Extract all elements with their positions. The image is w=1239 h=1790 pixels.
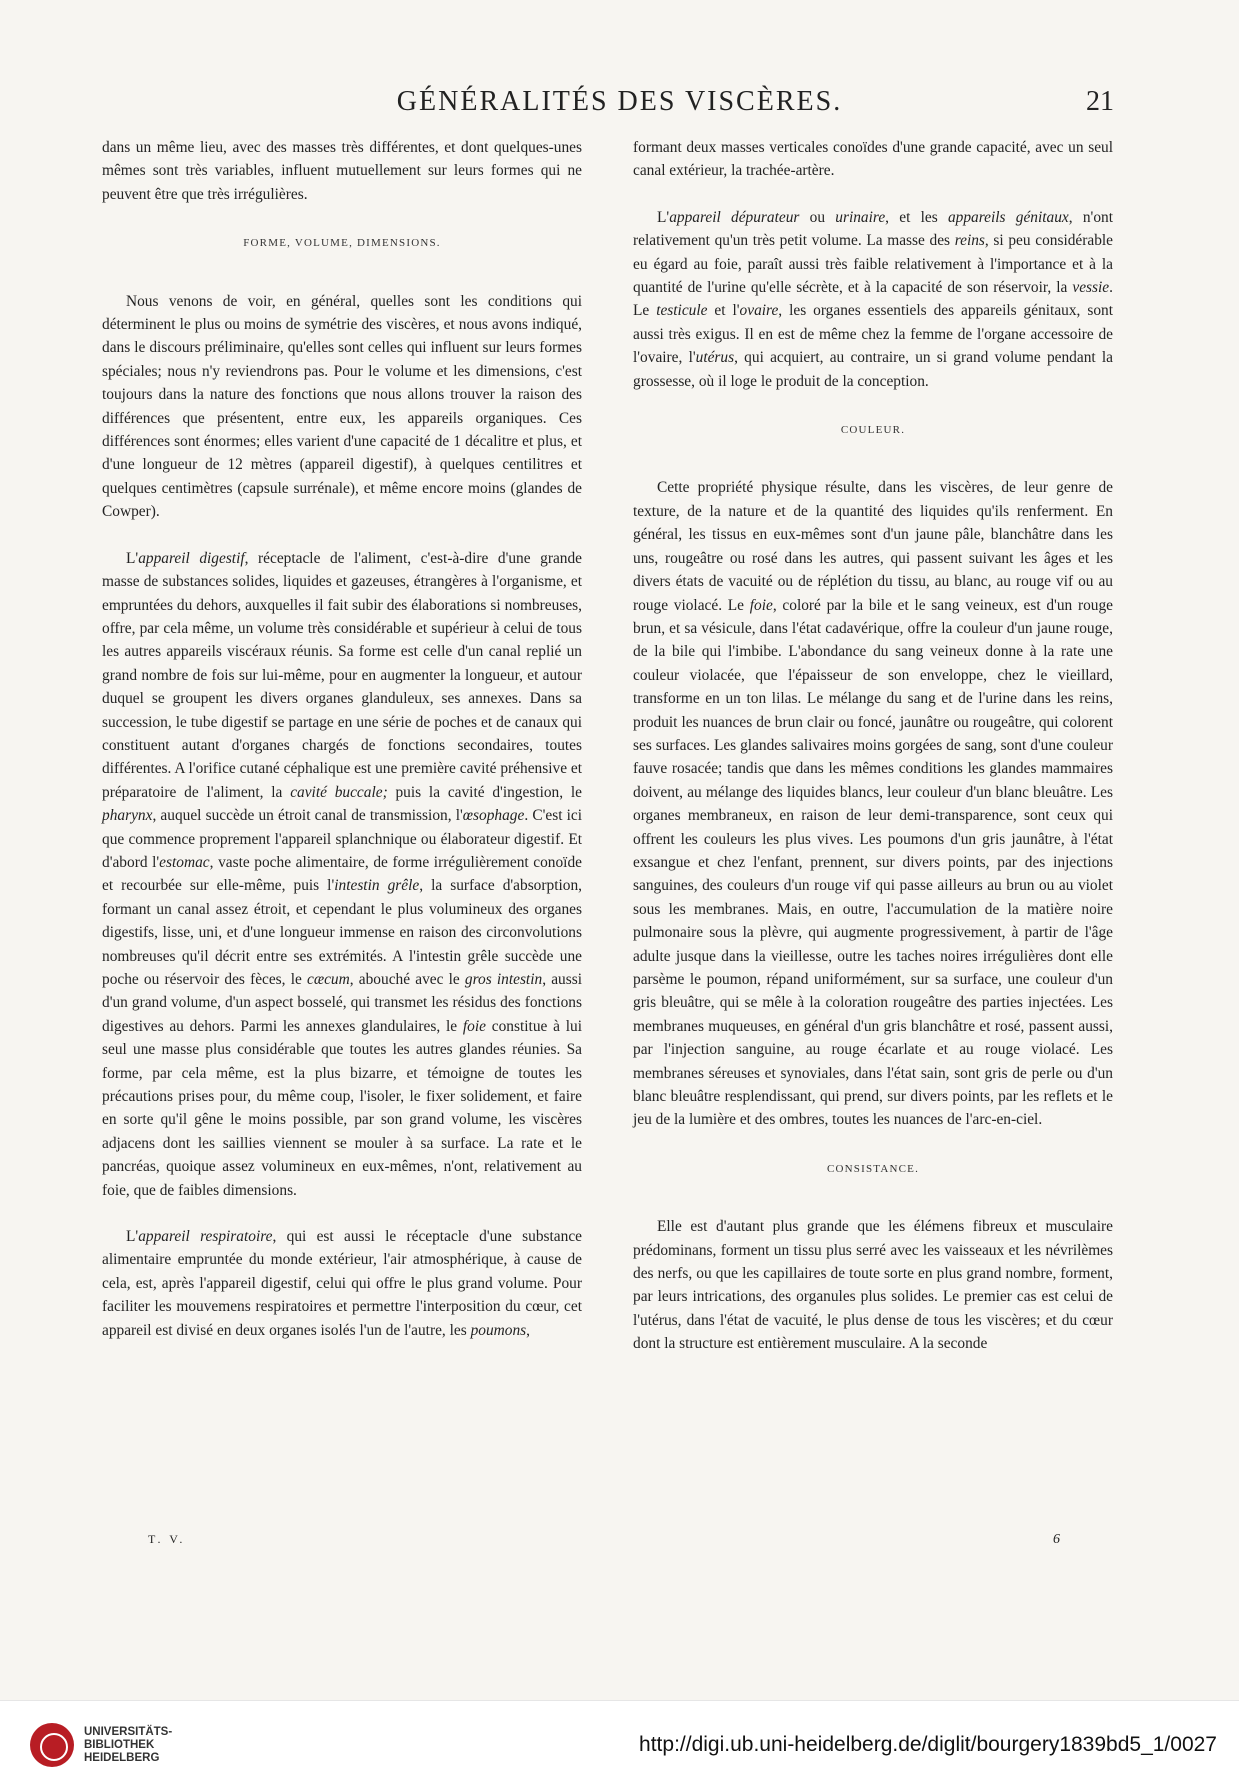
paragraph-consistance: Elle est d'autant plus grande que les élémens fibreux et musculaire prédominans, forment un tissu plus serré avec les vaisseaux et les névrilèmes des nerfs, ou que les capillaires de toute sorte en plus grand nombre, forment, par leurs intrications, des organules plus solides. Le premier cas est celui de l'utérus, dans l'état de vacuité, le plus dense de tous les viscères; et du cœur dont la structure est entièrement musculaire. A la seconde: [633, 1218, 1113, 1353]
university-seal-icon: [30, 1723, 74, 1767]
paragraph: formant deux masses verticales conoïdes d'une grande capacité, avec un seul canal extérieur, la trachée-artère.: [633, 139, 1113, 180]
library-name: UNIVERSITÄTS- BIBLIOTHEK HEIDELBERG: [84, 1725, 173, 1764]
paragraph-couleur: Cette propriété physique résulte, dans les viscères, de leur genre de texture, de la nature et de la quantité des liquides qu'ils renferment. En général, les tissus en eux-mêmes sont d'un jaune pâle, blanchâtre dans les uns, rougeâtre ou rosé dans les autres, qui passent suivant les âges et les divers états de vacuité ou de réplétion du tissu, au blanc, au rouge vif ou au rouge violacé. Le foie, coloré par la bile et le sang veineux, est d'un rouge brun, et sa vésicule, dans l'état cadavérique, offre la couleur d'un jaune rouge, de la bile qui l'imbibe. L'abondance du sang veineux donne à la rate une couleur violacée, que l'épaisseur de son enveloppe, chez le vieillard, transforme en un ton lilas. Le mélange du sang et de l'urine dans les reins, produit les nuances de brun clair ou foncé, jaunâtre ou rougeâtre, qui colorent ses surfaces. Les glandes salivaires moins gorgées de sang, sont d'une couleur fauve rosacée; tandis que dans les mêmes conditions les glandes mammaires doivent, au mélange des liquides blancs, leur couleur d'un blanc bleuâtre. Les organes membraneux, en raison de leur demi-transparence, sont ceux qui offrent les couleurs les plus vives. Les poumons d'un gris jaunâtre, à l'état exsangue et chez l'enfant, prennent, sur divers points, par des injections sanguines, des couleurs d'un rouge vif qui passe ailleurs au brun ou au violet sous les membranes. Mais, en outre, l'accumulation de la matière noire pulmonaire sous la plèvre, qui augmente progressivement, à partir de l'âge adulte jusque dans la vieillesse, outre les taches noires irrégulières dont elle parsème le poumon, répand uniformément, sur sa surface, une couleur d'un gris bleuâtre, qui se mêle à la coloration rougeâtre des parties injectées. Les membranes muqueuses, en général d'un gris blanchâtre et rosé, passent aussi, par l'injection sanguine, au rouge écarlate et au rouge violacé. Les membranes séreuses et synoviales, dans l'état sain, sont gris de perle ou d'un blanc bleuâtre resplendissant, qui prend, sur divers points, par les reflets et le jeu de la lumière et des ombres, toutes les nuances de l'arc-en-ciel.: [633, 479, 1113, 1129]
page-number: 21: [1086, 86, 1114, 117]
permalink-url[interactable]: http://digi.ub.uni-heidelberg.de/diglit/bourgery1839bd5_1/0027: [639, 1733, 1217, 1756]
paragraph-appareil-respiratoire: L'appareil respiratoire, qui est aussi le réceptacle d'une substance alimentaire empruntée du monde extérieur, l'air atmosphérique, à cause de cela, est, après l'appareil digestif, celui qui offre le plus grand volume. Pour faciliter les mouvemens respiratoires et permettre l'interposition du cœur, cet appareil est divisé en deux organes isolés l'un de l'autre, les poumons,: [102, 1228, 582, 1339]
section-heading-consistance: CONSISTANCE.: [826, 1162, 920, 1175]
paragraph-appareil-depurateur: L'appareil dépurateur ou urinaire, et les appareils génitaux, n'ont relativement qu'un très petit volume. La masse des reins, si peu considérable eu égard au foie, paraît aussi très faible relativement à l'importance et à la quantité de l'urine qu'elle sécrète, et à la capacité de son réservoir, la vessie. Le testicule et l'ovaire, les organes essentiels des appareils génitaux, sont aussi très exigus. Il en est de même chez la femme de l'organe accessoire de l'ovaire, l'utérus, qui acquiert, au contraire, un si grand volume pendant la grossesse, où il loge le produit de la conception.: [633, 208, 1114, 390]
library-logo[interactable]: [30, 1723, 172, 1767]
sheet-number: 6: [1053, 1532, 1060, 1547]
left-column: [102, 136, 582, 1342]
library-footer: [0, 1700, 1239, 1790]
right-column: [633, 136, 1113, 1356]
paragraph-appareil-digestif: L'appareil digestif, réceptacle de l'aliment, c'est-à-dire d'une grande masse de substances solides, liquides et gazeuses, étrangères à l'organisme, et empruntées du dehors, auxquelles il fait subir des élaborations si nombreuses, offre, par cela même, un volume très considérable et supérieur à celui de tous les autres appareils viscéraux réunis. Sa forme est celle d'un canal replié un grand nombre de fois sur lui-même, pour en augmenter la longueur, et autour duquel se groupent les divers organes glanduleux, ses annexes. Dans sa succession, le tube digestif se partage en une série de poches et de canaux qui constituent autant d'organes chargés de fonctions secondaires, toutes différentes. A l'orifice cutané céphalique est une première cavité préhensive et préparatoire de l'aliment, la cavité buccale; puis la cavité d'ingestion, le pharynx, auquel succède un étroit canal de transmission, l'œsophage. C'est ici que commence proprement l'appareil splanchnique ou élaborateur digestif. Et d'abord l'estomac, vaste poche alimentaire, de forme irrégulièrement conoïde et recourbée sur elle-même, puis l'intestin grêle, la surface d'absorption, formant un canal assez étroit, et cependant le plus volumineux des organes digestifs, lisse, uni, et d'une longueur immense en raison des circonvolutions nombreuses qu'il décrit entre ses extrémités. A l'intestin grêle succède une poche ou réservoir des fèces, le cæcum, abouché avec le gros intestin, aussi d'un grand volume, d'un aspect bosselé, qui transmet les résidus des fonctions digestives au dehors. Parmi les annexes glandulaires, le foie constitue à lui seul une masse plus considérable que toutes les autres glandes réunies. Sa forme, par cela même, est la plus bizarre, et témoigne de toutes les précautions prises pour, du même coup, l'isoler, le fixer solidement, et faire en sorte qu'il gêne le moins possible, par son grand volume, les viscères adjacens dont les saillies viennent se mouler à sa surface. La rate et le pancréas, quoique assez volumineux en eux-mêmes, n'ont, relativement au foie, que de faibles dimensions.: [102, 549, 583, 1199]
signature-mark: T. V.: [148, 1532, 186, 1546]
section-heading-forme: FORME, VOLUME, DIMENSIONS.: [243, 237, 441, 250]
paragraph: Nous venons de voir, en général, quelles sont les conditions qui déterminent le plus ou moins de symétrie des viscères, et nous avons indiqué, dans le discours préliminaire, qu'elles sont celles qui influent sur leurs formes spéciales; nous n'y reviendrons pas. Pour le volume et les dimensions, c'est toujours dans la nature des fonctions que nous allons trouver la raison des différences que présentent, entre eux, les appareils organiques. Ces différences sont énormes; elles varient d'une capacité de 1 décalitre et plus, et d'une longueur de 12 mètres (appareil digestif), à quelques centilitres et quelques centimètres (capsule surrénale), et même encore moins (glandes de Cowper).: [102, 292, 582, 521]
running-title: GÉNÉRALITÉS DES VISCÈRES.: [396, 86, 843, 117]
paragraph: dans un même lieu, avec des masses très différentes, et dont quelques-unes mêmes sont très variables, influent mutuellement sur leurs formes qui ne peuvent être que très irrégulières.: [102, 139, 582, 203]
section-heading-couleur: COULEUR.: [840, 424, 906, 437]
